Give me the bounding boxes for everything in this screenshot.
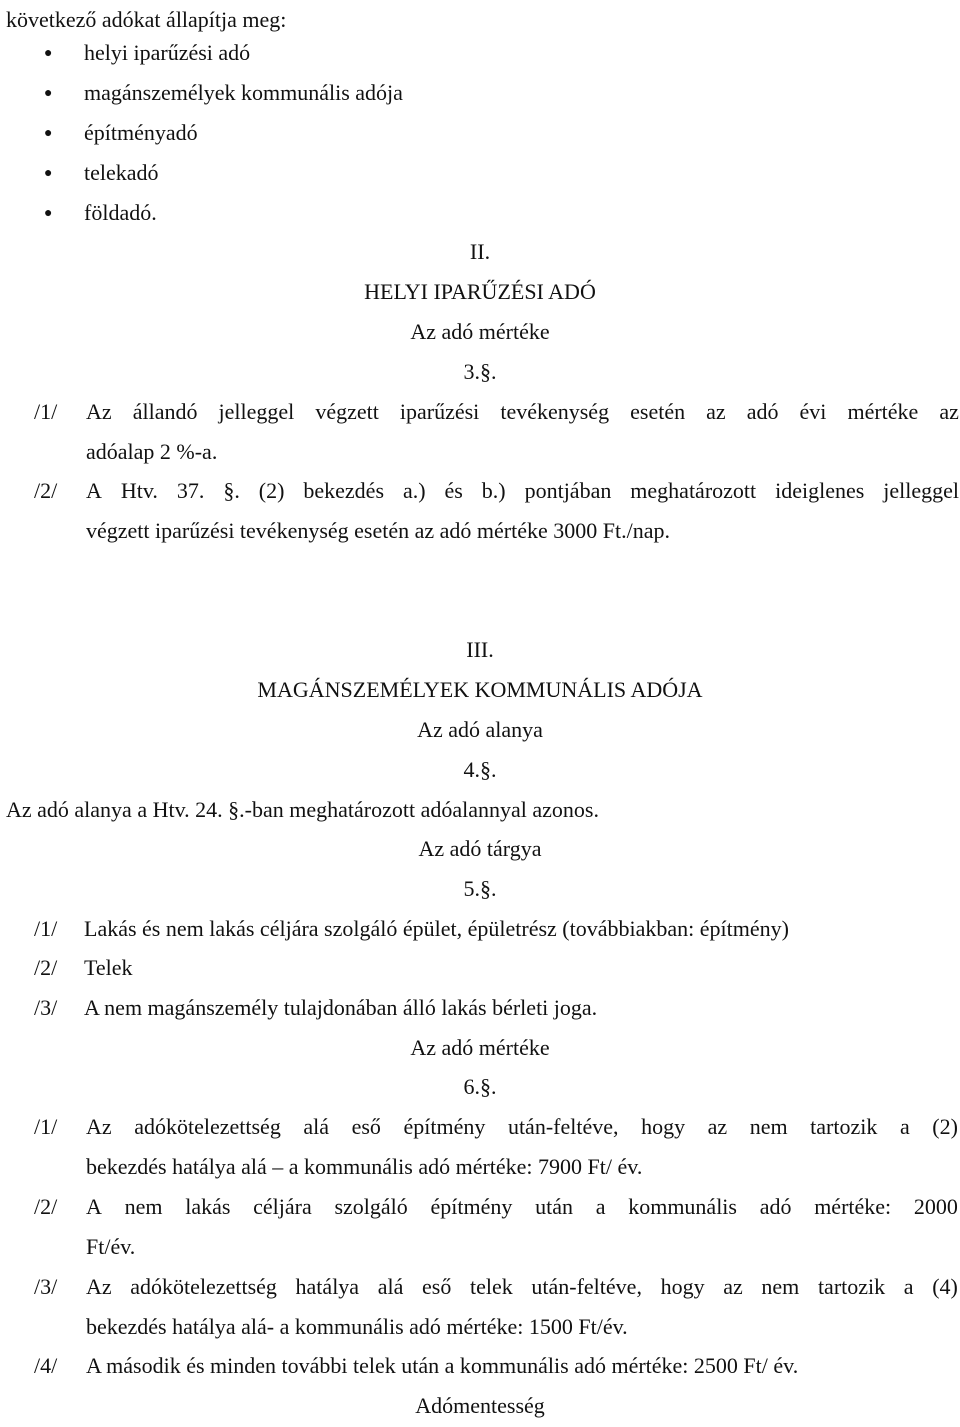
word: nem bbox=[749, 1114, 788, 1139]
word: telek bbox=[469, 1274, 513, 1299]
word: (4) bbox=[932, 1274, 958, 1299]
bullet-icon: ● bbox=[44, 46, 53, 61]
word: után bbox=[535, 1194, 573, 1219]
clause-text-line: adóalap 2 %-a. bbox=[86, 439, 218, 464]
word: Az bbox=[86, 1114, 112, 1139]
word: építmény bbox=[403, 1114, 486, 1139]
word: eső bbox=[422, 1274, 452, 1299]
word: évi bbox=[799, 399, 827, 424]
word: alá bbox=[303, 1114, 330, 1139]
paragraph-number: 4.§. bbox=[463, 757, 497, 782]
paragraph-number: 3.§. bbox=[463, 359, 497, 384]
word: az bbox=[707, 1114, 728, 1139]
word: tartozik bbox=[817, 1274, 886, 1299]
clause-text-line: végzett iparűzési tevékenység esetén az adó mértéke 3000 Ft./nap. bbox=[86, 518, 670, 543]
bullet-icon: ● bbox=[44, 86, 53, 101]
word: lakás bbox=[185, 1194, 231, 1219]
word: után-feltéve, bbox=[531, 1274, 642, 1299]
section-roman-numeral: III. bbox=[466, 637, 494, 662]
bullet-icon: ● bbox=[44, 166, 53, 181]
word: Az bbox=[86, 399, 112, 424]
clause-number: /1/ bbox=[34, 1114, 58, 1139]
word: adókötelezettség bbox=[130, 1274, 277, 1299]
clause-number: /3/ bbox=[34, 995, 58, 1020]
clause-text-line: Ft/év. bbox=[86, 1234, 136, 1259]
clause-text-line: A második és minden további telek után a kommunális adó mértéke: 2500 Ft/ év. bbox=[86, 1353, 799, 1378]
word: adó bbox=[759, 1194, 792, 1219]
word: esetén bbox=[630, 399, 686, 424]
section-roman-numeral: II. bbox=[469, 239, 491, 264]
section-subtitle: Az adó mértéke bbox=[410, 1035, 550, 1060]
word: (2) bbox=[932, 1114, 958, 1139]
word: adókötelezettség bbox=[134, 1114, 281, 1139]
word: jelleggel bbox=[218, 399, 295, 424]
word: eső bbox=[351, 1114, 381, 1139]
word: (2) bbox=[258, 478, 285, 503]
clause-text-line: bekezdés hatálya alá- a kommunális adó mértéke: 1500 Ft/év. bbox=[86, 1314, 628, 1339]
word: a.) bbox=[402, 478, 426, 503]
clause-number: /2/ bbox=[34, 478, 58, 503]
word: mértéke bbox=[847, 399, 919, 424]
clause-number: /3/ bbox=[34, 1274, 58, 1299]
word: építmény bbox=[430, 1194, 513, 1219]
word: meghatározott bbox=[630, 478, 757, 503]
word: céljára bbox=[253, 1194, 312, 1219]
list-item: földadó. bbox=[84, 200, 157, 225]
section-subtitle: Az adó tárgya bbox=[418, 836, 542, 861]
clause-text-line bbox=[86, 1267, 958, 1307]
clause-text-line: Telek bbox=[84, 955, 133, 980]
list-item: építményadó bbox=[84, 120, 198, 145]
bullet-icon: ● bbox=[44, 126, 53, 141]
section-title: HELYI IPARŰZÉSI ADÓ bbox=[364, 279, 596, 304]
word: a bbox=[903, 1274, 914, 1299]
word: hatálya bbox=[295, 1274, 360, 1299]
word: és bbox=[444, 478, 463, 503]
clause-number: /1/ bbox=[34, 399, 58, 424]
word: jelleggel bbox=[883, 478, 959, 503]
word: az bbox=[706, 399, 726, 424]
word: alá bbox=[377, 1274, 404, 1299]
section-subtitle: Az adó mértéke bbox=[410, 319, 550, 344]
word: §. bbox=[223, 478, 240, 503]
word: hogy bbox=[641, 1114, 686, 1139]
clause-number: /2/ bbox=[34, 1194, 58, 1219]
word: szolgáló bbox=[334, 1194, 408, 1219]
word: 2000 bbox=[913, 1194, 958, 1219]
word: A bbox=[86, 1194, 102, 1219]
word: mértéke: bbox=[814, 1194, 892, 1219]
section-title: MAGÁNSZEMÉLYEK KOMMUNÁLIS ADÓJA bbox=[257, 677, 703, 702]
word: kommunális bbox=[628, 1194, 737, 1219]
word: állandó bbox=[132, 399, 198, 424]
clause-text-line bbox=[86, 1187, 958, 1227]
word: tartozik bbox=[810, 1114, 878, 1139]
word: pontjában bbox=[524, 478, 612, 503]
word: adó bbox=[746, 399, 779, 424]
word: iparűzési bbox=[399, 399, 480, 424]
clause-text-line: bekezdés hatálya alá – a kommunális adó mértéke: 7900 Ft/ év. bbox=[86, 1154, 643, 1179]
word: bekezdés bbox=[303, 478, 385, 503]
word: a bbox=[899, 1114, 910, 1139]
clause-text-line: A nem magánszemély tulajdonában álló lakás bérleti joga. bbox=[84, 995, 598, 1020]
bullet-icon: ● bbox=[44, 206, 53, 221]
section-subtitle: Adómentesség bbox=[415, 1393, 545, 1418]
word: Htv. bbox=[120, 478, 158, 503]
clause-number: /2/ bbox=[34, 955, 58, 980]
word: a bbox=[595, 1194, 606, 1219]
word: az bbox=[939, 399, 959, 424]
word: nem bbox=[124, 1194, 163, 1219]
section-subtitle: Az adó alanya bbox=[417, 717, 543, 742]
word: nem bbox=[761, 1274, 800, 1299]
clause-text-line bbox=[86, 471, 959, 511]
clause-text-line bbox=[86, 392, 959, 432]
list-item: helyi iparűzési adó bbox=[84, 40, 251, 65]
clause-number: /4/ bbox=[34, 1353, 58, 1378]
clause-number: /1/ bbox=[34, 916, 58, 941]
paragraph-number: 5.§. bbox=[463, 876, 497, 901]
word: A bbox=[86, 478, 102, 503]
word: tevékenység bbox=[500, 399, 610, 424]
list-item: telekadó bbox=[84, 160, 159, 185]
word: Az bbox=[86, 1274, 112, 1299]
clause-text-line bbox=[86, 1107, 958, 1147]
word: után-feltéve, bbox=[507, 1114, 619, 1139]
word: az bbox=[723, 1274, 743, 1299]
paragraph-text: Az adó alanya a Htv. 24. §.-ban meghatározott adóalannyal azonos. bbox=[6, 797, 599, 822]
intro-text: következő adókat állapítja meg: bbox=[6, 7, 287, 32]
word: 37. bbox=[176, 478, 205, 503]
clause-text-line: Lakás és nem lakás céljára szolgáló épület, épületrész (továbbiakban: építmény) bbox=[84, 916, 789, 941]
word: b.) bbox=[481, 478, 506, 503]
word: hogy bbox=[660, 1274, 705, 1299]
paragraph-number: 6.§. bbox=[463, 1074, 497, 1099]
word: ideiglenes bbox=[775, 478, 865, 503]
word: végzett bbox=[315, 399, 379, 424]
list-item: magánszemélyek kommunális adója bbox=[84, 80, 403, 105]
